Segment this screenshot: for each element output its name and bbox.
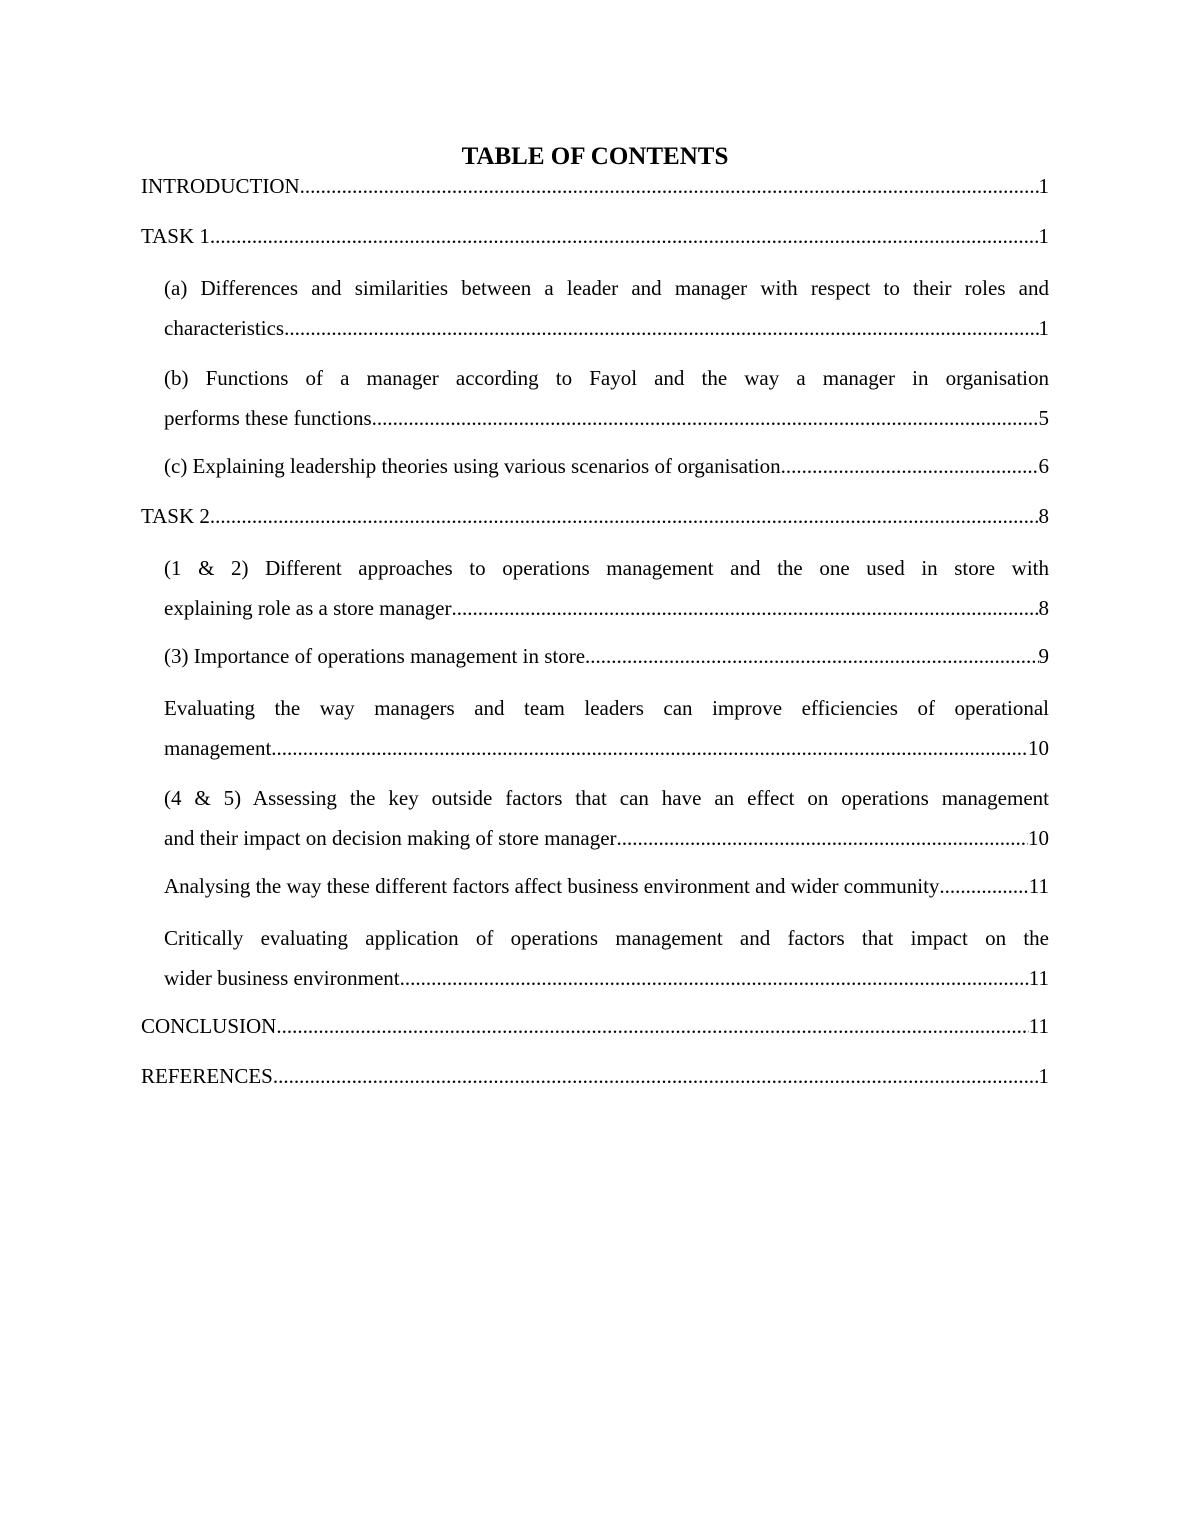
toc-leader-dots bbox=[451, 588, 1038, 628]
toc-page-number: 10 bbox=[1028, 826, 1049, 850]
toc-entry-text-line-1: Evaluating the way managers and team leaders can improve efficiencies of operational bbox=[164, 696, 1049, 720]
toc-page-number: 10 bbox=[1028, 736, 1049, 760]
toc-entry-task-1-a[interactable] bbox=[141, 268, 1049, 358]
toc-title: TABLE OF CONTENTS bbox=[461, 143, 729, 170]
toc-entry-text-line-1: (a) Differences and similarities between a leader and manager with respect to their roles and bbox=[164, 276, 1049, 300]
toc-entry-task-1-b[interactable] bbox=[141, 358, 1049, 448]
toc-leader-dots bbox=[372, 398, 1039, 438]
toc-entry-analysing-factors[interactable] bbox=[141, 868, 1049, 918]
toc-page-number: 1 bbox=[1038, 174, 1049, 198]
toc-entry-task-2-3[interactable] bbox=[141, 638, 1049, 688]
toc-page-number: 8 bbox=[1038, 596, 1049, 620]
toc-leader-dots bbox=[284, 308, 1038, 348]
toc-leader-dots bbox=[273, 1058, 1039, 1094]
toc-page-number: 6 bbox=[1038, 454, 1049, 478]
toc-entry-text: TASK 1 bbox=[141, 224, 210, 248]
toc-leader-dots bbox=[617, 818, 1028, 858]
toc-entry-text-line-1: Critically evaluating application of operations management and factors that impact on the bbox=[164, 926, 1049, 950]
toc-entry-conclusion[interactable] bbox=[141, 1008, 1049, 1058]
toc-entry-critically-evaluating[interactable] bbox=[141, 918, 1049, 1008]
toc-entry-text: (3) Importance of operations management in store bbox=[164, 644, 586, 668]
toc-page-number: 9 bbox=[1038, 644, 1049, 668]
toc-entry-task-1-c[interactable] bbox=[141, 448, 1049, 498]
toc-leader-dots bbox=[400, 958, 1029, 998]
toc-entry-introduction[interactable] bbox=[141, 168, 1049, 218]
toc-entry-task-1[interactable] bbox=[141, 218, 1049, 268]
toc-leader-dots bbox=[210, 218, 1039, 254]
toc-page-number: 11 bbox=[1028, 1014, 1049, 1038]
toc-entry-text-line-1: (4 & 5) Assessing the key outside factors that can have an effect on operations management bbox=[164, 786, 1049, 810]
toc-entry-text: REFERENCES bbox=[141, 1064, 273, 1088]
toc-entry-text: (c) Explaining leadership theories using various scenarios of organisation bbox=[164, 454, 781, 478]
toc-entry-text: INTRODUCTION bbox=[141, 174, 300, 198]
toc-page-number: 1 bbox=[1038, 316, 1049, 340]
toc-leader-dots bbox=[781, 448, 1039, 484]
toc-leader-dots bbox=[210, 498, 1039, 534]
toc-leader-dots bbox=[271, 728, 1028, 768]
toc-entry-text-line-1: (b) Functions of a manager according to Fayol and the way a manager in organisation bbox=[164, 366, 1049, 390]
toc-entry-task-2[interactable] bbox=[141, 498, 1049, 548]
toc-leader-dots bbox=[300, 168, 1039, 204]
toc-page-number: 11 bbox=[1028, 874, 1049, 898]
toc-page-number: 8 bbox=[1038, 504, 1049, 528]
toc-entry-text: explaining role as a store manager bbox=[164, 596, 452, 620]
toc-leader-dots bbox=[276, 1008, 1028, 1044]
toc-entry-task-2-4-5[interactable] bbox=[141, 778, 1049, 868]
toc-leader-dots bbox=[585, 638, 1038, 674]
toc-entry-text: characteristics bbox=[164, 316, 285, 340]
toc-entry-text: management bbox=[164, 736, 272, 760]
toc-entry-evaluating-efficiencies[interactable] bbox=[141, 688, 1049, 778]
toc-page-number: 11 bbox=[1028, 966, 1049, 990]
toc-entry-text: TASK 2 bbox=[141, 504, 210, 528]
toc-page-number: 1 bbox=[1038, 1064, 1049, 1088]
toc-entry-task-2-1-2[interactable] bbox=[141, 548, 1049, 638]
toc-page-number: 5 bbox=[1038, 406, 1049, 430]
toc-list bbox=[141, 168, 1049, 1108]
toc-entry-text-line-1: (1 & 2) Different approaches to operations management and the one used in store with bbox=[164, 556, 1049, 580]
toc-entry-text: and their impact on decision making of store manager bbox=[164, 826, 617, 850]
toc-entry-text: wider business environment bbox=[164, 966, 400, 990]
toc-entry-text: Analysing the way these different factors affect business environment and wider community bbox=[164, 874, 940, 898]
toc-entry-text: performs these functions bbox=[164, 406, 372, 430]
toc-page-number: 1 bbox=[1038, 224, 1049, 248]
toc-leader-dots bbox=[939, 868, 1028, 904]
toc-entry-references[interactable] bbox=[141, 1058, 1049, 1108]
toc-entry-text: CONCLUSION bbox=[141, 1014, 277, 1038]
